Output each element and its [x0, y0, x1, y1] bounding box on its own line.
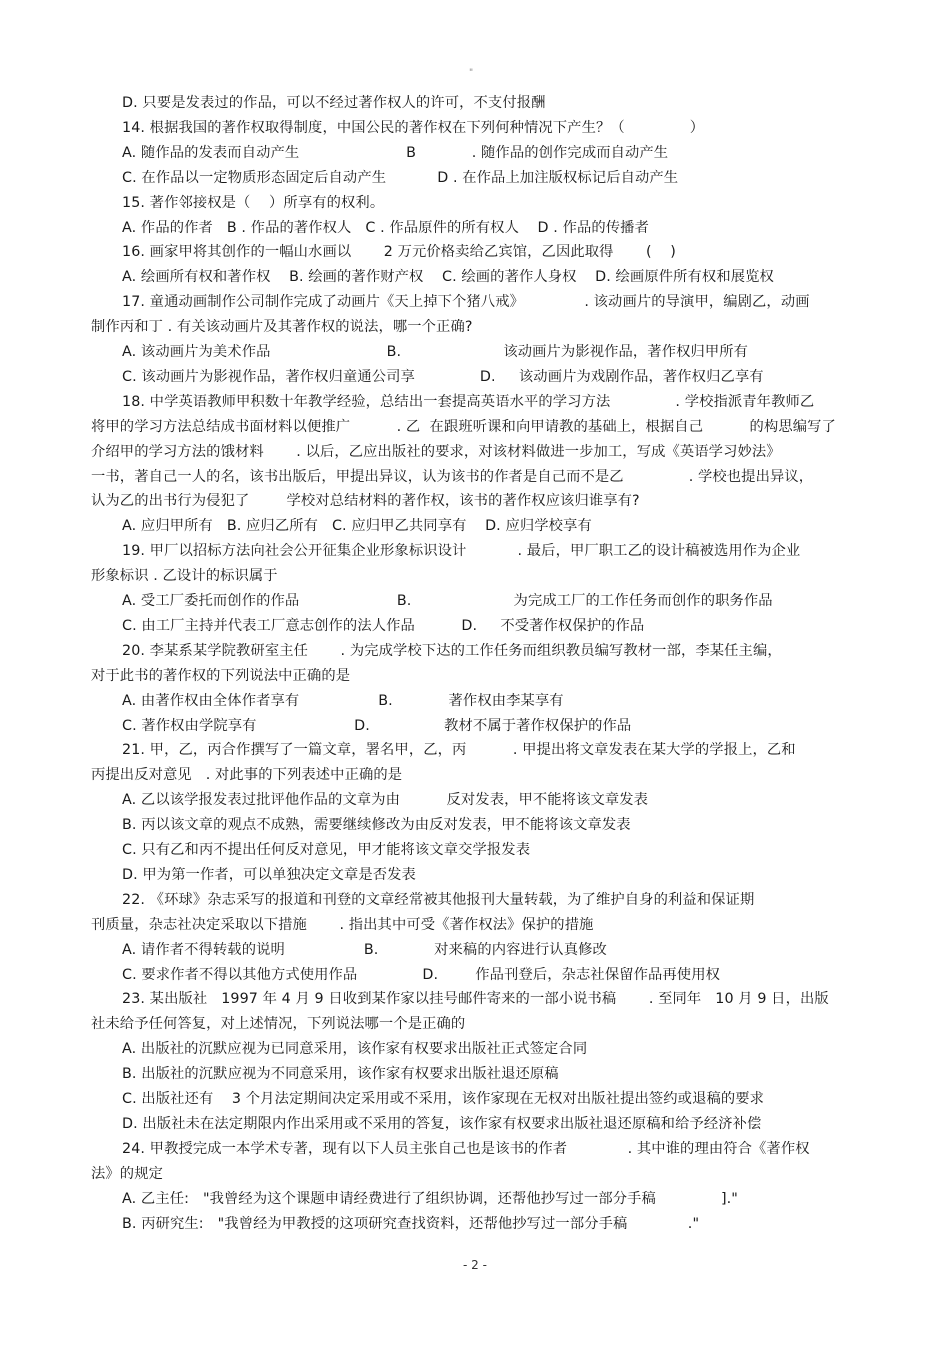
text-line: 15. 著作邻接权是（ ）所享有的权利。: [122, 194, 385, 211]
text-line: 17. 童通动画制作公司制作完成了动画片《天上掉下个猪八戒》 . 该动画片的导演甲，编剧乙，动画: [122, 294, 810, 311]
text-line: C. 该动画片为影视作品，著作权归童通公司享 D. 该动画片为戏剧作品，著作权归乙享有: [122, 368, 764, 385]
text-line: 制作丙和丁 . 有关该动画片及其著作权的说法，哪一个正确?: [91, 319, 473, 336]
text-line: A. 应归甲所有 B. 应归乙所有 C. 应归甲乙共同享有 D. 应归学校享有: [122, 518, 592, 535]
text-line: 18. 中学英语教师甲积数十年教学经验，总结出一套提高英语水平的学习方法 . 学校指派青年教师乙: [122, 393, 815, 410]
text-line: 认为乙的出书行为侵犯了 学校对总结材料的著作权，该书的著作权应该归谁享有?: [91, 493, 640, 510]
text-line: 介绍甲的学习方法的饿材料 . 以后，乙应出版社的要求，对该材料做进一步加工，写成《英语学习妙法》: [91, 443, 781, 460]
top-mark: ": [469, 68, 474, 78]
text-line: 形象标识 . 乙设计的标识属于: [91, 568, 278, 585]
text-line: A. 随作品的发表而自动产生 B . 随作品的创作完成而自动产生: [122, 144, 669, 161]
text-line: A. 该动画片为美术作品 B. 该动画片为影视作品，著作权归甲所有: [122, 344, 749, 360]
text-line: A. 绘画所有权和著作权 B. 绘画的著作财产权 C. 绘画的著作人身权 D. 绘画原件所有权和展览权: [122, 269, 774, 286]
text-line: D. 只要是发表过的作品，可以不经过著作权人的许可，不支付报酬: [122, 95, 546, 111]
text-line: 20. 李某系某学院教研室主任 . 为完成学校下达的工作任务而组织教员编写教材一部，李某任主编，: [122, 642, 782, 659]
text-line: 社未给予任何答复，对上述情况，下列说法哪一个是正确的: [91, 1016, 466, 1033]
text-line: C. 在作品以一定物质形态固定后自动产生 D . 在作品上加注版权标记后自动产生: [122, 169, 679, 186]
text-line: C. 出版社还有 3 个月法定期间决定采用或不采用，该作家现在无权对出版社提出签约或退稿的要求: [122, 1091, 765, 1107]
text-line: A. 受工厂委托而创作的作品 B. 为完成工厂的工作任务而创作的职务作品: [122, 593, 773, 609]
text-line: C. 要求作者不得以其他方式使用作品 D. 作品刊登后，杂志社保留作品再使用权: [122, 966, 721, 983]
text-line: 一书，著自己一人的名，该书出版后，甲提出异议，认为该书的作者是自己而不是乙 . 学校也提出异议，: [91, 468, 814, 485]
text-line: B. 丙研究生: "我曾经为甲教授的这项研究查找资料，还帮他抄写过一部分手稿 .": [122, 1215, 700, 1232]
text-line: B. 出版社的沉默应视为不同意采用，该作家有权要求出版社退还原稿: [122, 1066, 559, 1083]
text-line: C. 由工厂主持并代表工厂意志创作的法人作品 D. 不受著作权保护的作品: [122, 617, 645, 634]
text-line: A. 乙以该学报发表过批评他作品的文章为由 反对发表，甲不能将该文章发表: [122, 792, 649, 809]
text-line: D. 出版社未在法定期限内作出采用或不采用的答复，该作家有权要求出版社退还原稿和给予经济补偿: [122, 1115, 762, 1132]
text-line: A. 由著作权由全体作者享有 B. 著作权由李某享有: [122, 692, 564, 709]
text-line: 丙提出反对意见 . 对此事的下列表述中正确的是: [91, 767, 403, 784]
text-line: A. 乙主任: "我曾经为这个课题申请经费进行了组织协调，还帮他抄写过一部分手稿 ].": [122, 1190, 738, 1207]
text-line: 23. 某出版社 1997 年 4 月 9 日收到某作家以挂号邮件寄来的一部小说书稿 . 至同年 10 月 9 日，出版: [122, 991, 829, 1008]
text-line: 法》的规定: [91, 1165, 163, 1182]
page-number: - 2 -: [463, 1258, 487, 1272]
text-line: 14. 根据我国的著作权取得制度，中国公民的著作权在下列何种情况下产生？（ ）: [122, 119, 705, 136]
text-line: 24. 甲教授完成一本学术专著，现有以下人员主张自己也是该书的作者 . 其中谁的理由符合《著作权: [122, 1140, 810, 1157]
text-line: 22. 《环球》杂志采写的报道和刊登的文章经常被其他报刊大量转载，为了维护自身的利益和保证期: [122, 891, 755, 908]
text-line: D. 甲为第一作者，可以单独决定文章是否发表: [122, 866, 416, 883]
text-line: 将甲的学习方法总结成书面材料以便推广 . 乙 在跟班听课和向甲请教的基础上，根据自己 的构思编写了: [91, 418, 836, 435]
text-line: 21. 甲，乙，丙合作撰写了一篇文章，署名甲，乙，丙 . 甲提出将文章发表在某大学的学报上，乙和: [122, 742, 796, 759]
text-line: A. 请作者不得转载的说明 B. 对来稿的内容进行认真修改: [122, 941, 607, 958]
text-line: C. 著作权由学院享有 D. 教材不属于著作权保护的作品: [122, 717, 632, 734]
text-line: 对于此书的著作权的下列说法中正确的是: [91, 667, 351, 684]
text-line: A. 作品的作者 B . 作品的著作权人 C . 作品原件的所有权人 D . 作品的传播者: [122, 219, 649, 236]
text-line: A. 出版社的沉默应视为已同意采用，该作家有权要求出版社正式签定合同: [122, 1041, 588, 1058]
text-line: 16. 画家甲将其创作的一幅山水画以 2 万元价格卖给乙宾馆，乙因此取得 ( ): [122, 244, 676, 261]
text-line: B. 丙以该文章的观点不成熟，需要继续修改为由反对发表，甲不能将该文章发表: [122, 817, 631, 834]
text-line: 刊质量，杂志社决定采取以下措施 . 指出其中可受《著作权法》保护的措施: [91, 916, 594, 933]
text-line: 19. 甲厂以招标方法向社会公开征集企业形象标识设计 . 最后，甲厂职工乙的设计稿被选用作为企业: [122, 543, 801, 560]
text-line: C. 只有乙和丙不提出任何反对意见，甲才能将该文章交学报发表: [122, 842, 531, 858]
